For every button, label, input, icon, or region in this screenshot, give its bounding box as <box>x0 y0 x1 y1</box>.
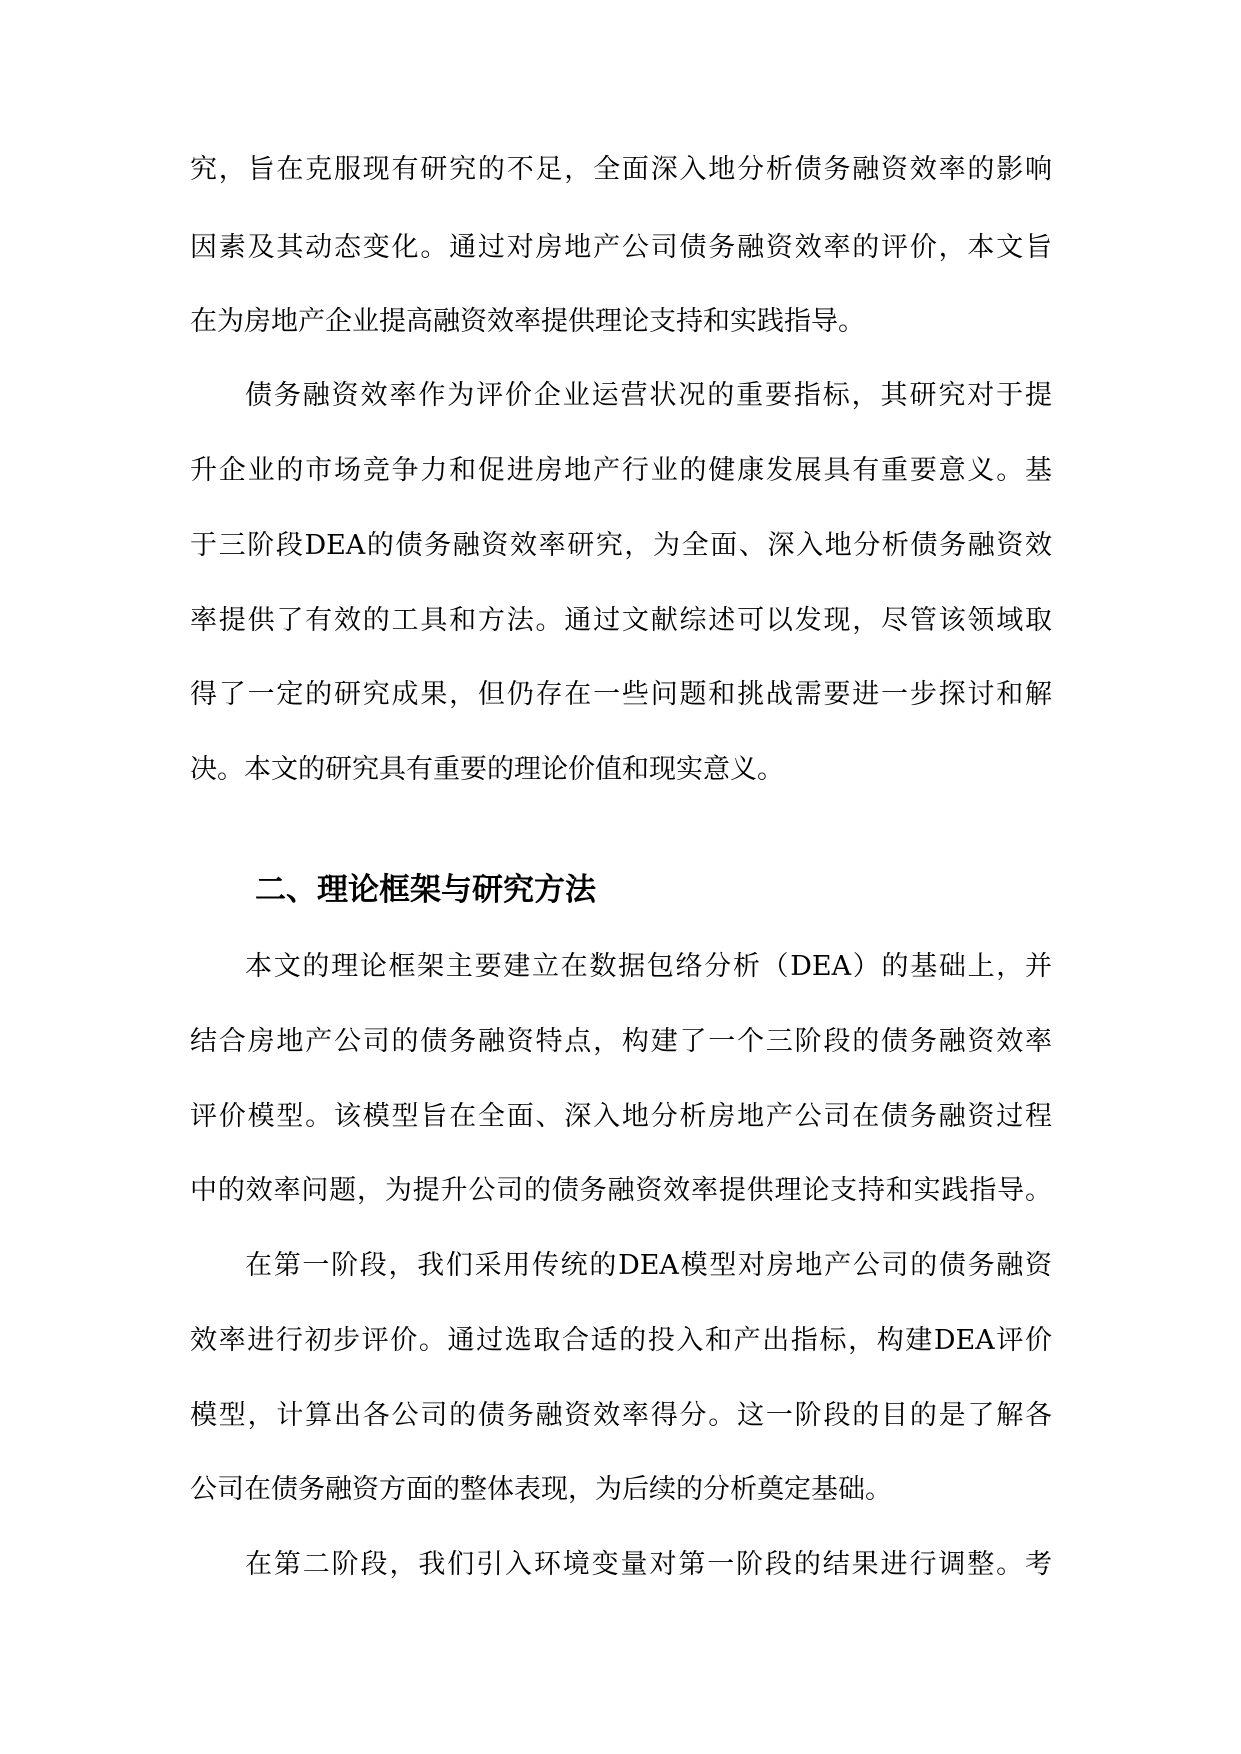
paragraph-line: 效率进行初步评价。通过选取合适的投入和产出指标，构建DEA评价 <box>190 1325 1052 1356</box>
paragraph-line: 在第二阶段，我们引入环境变量对第一阶段的结果进行调整。考 <box>245 1549 1052 1580</box>
paragraph-line: 得了一定的研究成果，但仍存在一些问题和挑战需要进一步探讨和解 <box>190 679 1052 710</box>
paragraph-line: 究，旨在克服现有研究的不足，全面深入地分析债务融资效率的影响 <box>190 154 1052 185</box>
section-heading: 二、理论框架与研究方法 <box>255 872 596 908</box>
paragraph-line: 中的效率问题，为提升公司的债务融资效率提供理论支持和实践指导。 <box>190 1175 1052 1206</box>
paragraph-line: 评价模型。该模型旨在全面、深入地分析房地产公司在债务融资过程 <box>190 1101 1052 1132</box>
paragraph-line: 因素及其动态变化。通过对房地产公司债务融资效率的评价，本文旨 <box>190 232 1052 263</box>
paragraph-line: 在第一阶段，我们采用传统的DEA模型对房地产公司的债务融资 <box>245 1250 1052 1281</box>
paragraph-line: 本文的理论框架主要建立在数据包络分析（DEA）的基础上，并 <box>245 951 1052 982</box>
paragraph-line: 结合房地产公司的债务融资特点，构建了一个三阶段的债务融资效率 <box>190 1026 1052 1057</box>
paragraph-line: 在为房地产企业提高融资效率提供理论支持和实践指导。 <box>190 306 865 337</box>
paragraph-line: 债务融资效率作为评价企业运营状况的重要指标，其研究对于提 <box>245 380 1052 411</box>
paragraph-line: 率提供了有效的工具和方法。通过文献综述可以发现，尽管该领域取 <box>190 605 1052 636</box>
paragraph-line: 模型，计算出各公司的债务融资效率得分。这一阶段的目的是了解各 <box>190 1400 1052 1431</box>
paragraph-line: 升企业的市场竞争力和促进房地产行业的健康发展具有重要意义。基 <box>190 455 1052 486</box>
paragraph-line: 于三阶段DEA的债务融资效率研究，为全面、深入地分析债务融资效 <box>190 530 1052 561</box>
paragraph-line: 公司在债务融资方面的整体表现，为后续的分析奠定基础。 <box>190 1474 892 1505</box>
paragraph-line: 决。本文的研究具有重要的理论价值和现实意义。 <box>190 754 784 785</box>
